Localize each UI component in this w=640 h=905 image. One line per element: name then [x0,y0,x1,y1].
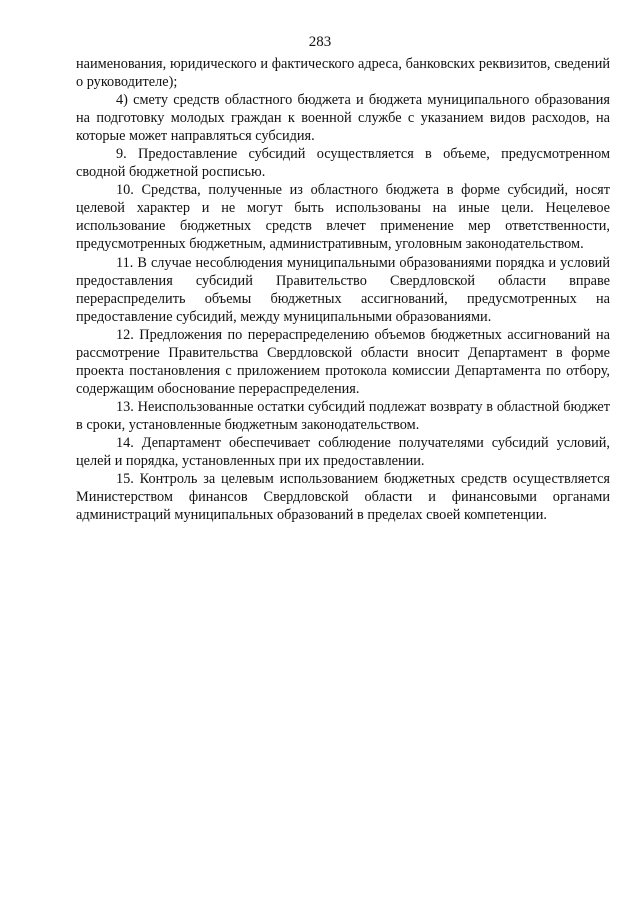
page-number: 283 [308,34,332,50]
paragraph-10: 10. Средства, полученные из областного бюджета в форме субсидий, носят целевой характер и не могут быть использованы на иные цели. Нецелевое использование бюджетных средств влечет применение мер ответственности, предусмотренных бюджетным, административным, уголовным законодательством. [76,182,610,253]
paragraph-item-4: 4) смету средств областного бюджета и бюджета муниципального образования на подготовку молодых граждан к военной службе с указанием видов расходов, на которые может направляться субсидия. [76,92,610,145]
paragraph-9: 9. Предоставление субсидий осуществляется в объеме, предусмотренном сводной бюджетной росписью. [76,146,610,181]
paragraph-11: 11. В случае несоблюдения муниципальными образованиями порядка и условий предоставления субсидий Правительство Свердловской области вправе перераспределить объемы бюджетных ассигнований, предусмотренных на предоставление субсидий, между муниципальными образованиями. [76,254,610,325]
paragraph-12: 12. Предложения по перераспределению объемов бюджетных ассигнований на рассмотрение Правительства Свердловской области вносит Департамент в форме проекта постановления с приложением протокола комиссии Департамента по отбору, содержащим обоснование перераспределения. [76,326,610,397]
document-body [76,55,610,524]
paragraph-15: 15. Контроль за целевым использованием бюджетных средств осуществляется Министерством финансов Свердловской области и финансовыми органами администраций муниципальных образований в пределах своей компетенции. [76,471,610,524]
paragraph-continuation: наименования, юридического и фактического адреса, банковских реквизитов, сведений о руководителе); [76,56,610,91]
paragraph-14: 14. Департамент обеспечивает соблюдение получателями субсидий условий, целей и порядка, установленных при их предоставлении. [76,434,610,470]
paragraph-13: 13. Неиспользованные остатки субсидий подлежат возврату в областной бюджет в сроки, установленные бюджетным законодательством. [76,398,610,433]
